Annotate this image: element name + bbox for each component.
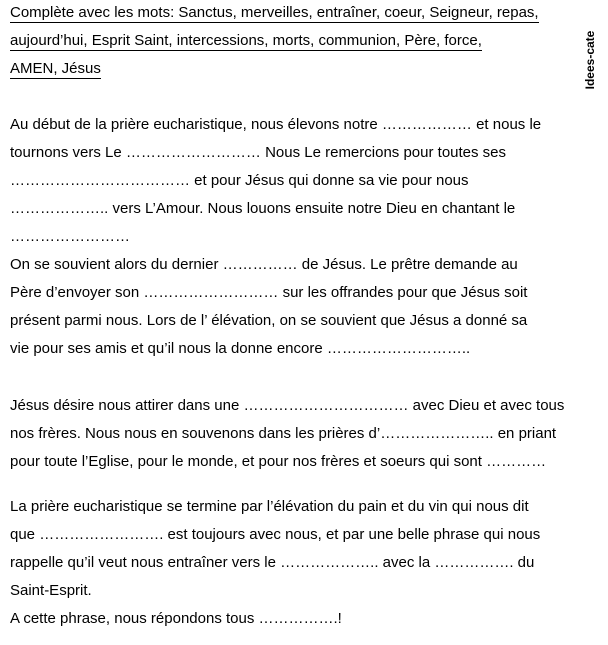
text-line: tournons vers Le ……………………… Nous Le remercions pour toutes ses bbox=[10, 144, 507, 161]
text-line: vie pour ses amis et qu’il nous la donne encore ……………………….. bbox=[10, 340, 471, 357]
text-line: A cette phrase, nous répondons tous …………….! bbox=[10, 610, 342, 627]
text-line: La prière eucharistique se termine par l’élévation du pain et du vin qui nous dit bbox=[10, 498, 529, 515]
text-line: Jésus désire nous attirer dans une …………………………… avec Dieu et avec tous bbox=[10, 397, 565, 414]
instruction-line: Complète avec les mots: Sanctus, merveilles, entraîner, coeur, Seigneur, repas, bbox=[10, 4, 539, 21]
text-line: …………………… bbox=[10, 228, 130, 245]
text-line: Au début de la prière eucharistique, nous élevons notre ……………… et nous le bbox=[10, 116, 542, 133]
text-line: Père d’envoyer son ……………………… sur les offrandes pour que Jésus soit bbox=[10, 284, 528, 301]
text-line: rappelle qu’il veut nous entraîner vers le ……………….. avec la ……………. du bbox=[10, 554, 535, 571]
text-line: nos frères. Nous nous en souvenons dans les prières d’………………….. en priant bbox=[10, 425, 557, 442]
side-watermark-label: Idees-cate bbox=[583, 30, 597, 90]
text-line: ……………….. vers L’Amour. Nous louons ensuite notre Dieu en chantant le bbox=[10, 200, 516, 217]
instruction-line: aujourd’hui, Esprit Saint, intercessions, morts, communion, Père, force, bbox=[10, 32, 482, 49]
text-line: Saint-Esprit. bbox=[10, 582, 92, 599]
text-line: présent parmi nous. Lors de l’ élévation, on se souvient que Jésus a donné sa bbox=[10, 312, 528, 329]
instruction-line: AMEN, Jésus bbox=[10, 60, 101, 77]
text-line: ……………………………… et pour Jésus qui donne sa vie pour nous bbox=[10, 172, 469, 189]
text-line: On se souvient alors du dernier …………… de Jésus. Le prêtre demande au bbox=[10, 256, 518, 273]
text-line: que ……………………. est toujours avec nous, et par une belle phrase qui nous bbox=[10, 526, 541, 543]
text-line: pour toute l’Eglise, pour le monde, et pour nos frères et soeurs qui sont ………… bbox=[10, 453, 547, 470]
